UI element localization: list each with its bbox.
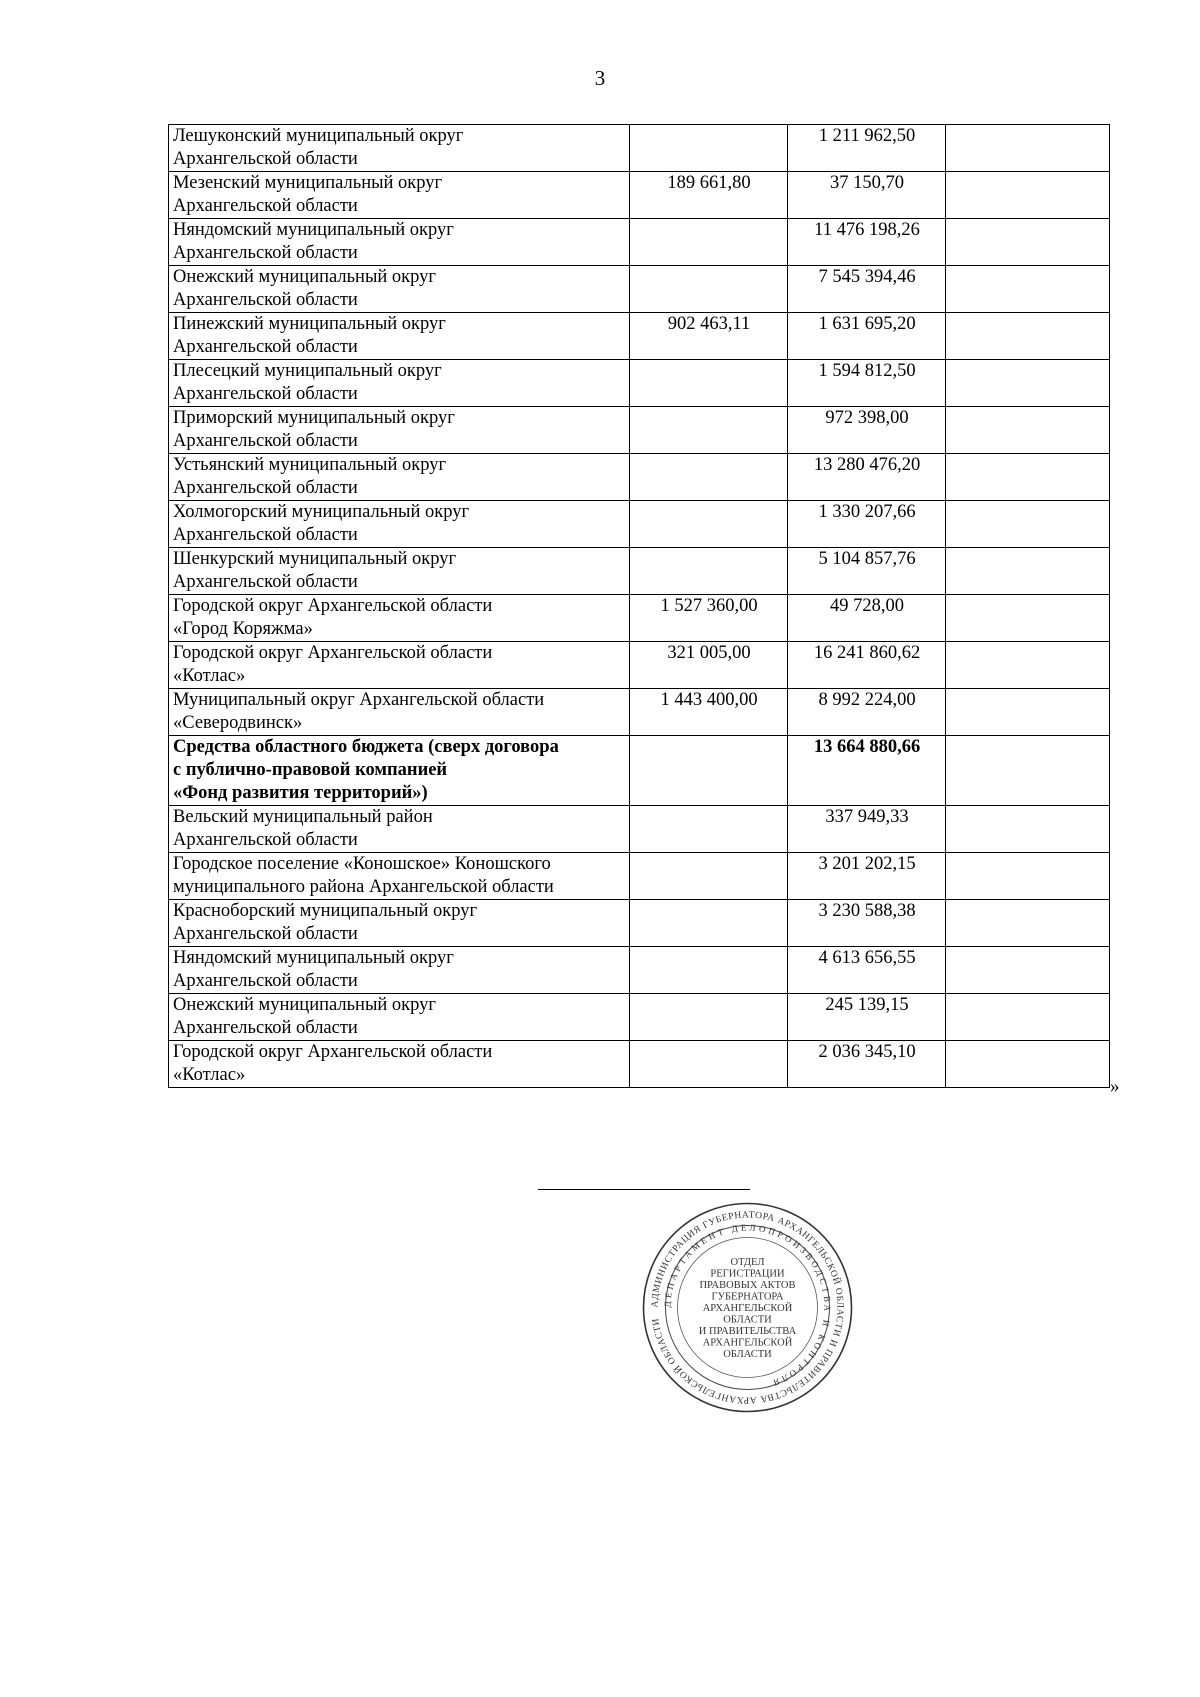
amount-col4-cell — [946, 313, 1110, 360]
municipality-name-line: Городское поселение «Коношское» Коношского — [173, 854, 551, 874]
table-row — [169, 125, 1110, 172]
amount-col3-cell: 37 150,70 — [788, 172, 946, 219]
registration-stamp — [640, 1200, 855, 1415]
amount-col2-cell — [630, 360, 788, 407]
amount-col3-cell: 13 664 880,66 — [788, 736, 946, 806]
municipality-name-line: Архангельской области — [173, 924, 358, 944]
municipality-name-line: Холмогорский муниципальный округ — [173, 502, 470, 522]
amount-col3-cell: 245 139,15 — [788, 994, 946, 1041]
stamp-center-line: АРХАНГЕЛЬСКОЙ — [702, 1337, 793, 1349]
municipality-name-cell — [169, 125, 630, 172]
municipality-name-cell — [169, 407, 630, 454]
amount-col2-cell — [630, 548, 788, 595]
amount-col2-cell — [630, 219, 788, 266]
municipality-name-line: Устьянский муниципальный округ — [173, 455, 447, 475]
amount-col2-cell — [630, 1041, 788, 1088]
amount-col4-cell — [946, 407, 1110, 454]
municipality-name-line: Вельский муниципальный район — [173, 807, 433, 827]
municipality-name-line: «Северодвинск» — [173, 713, 303, 733]
municipality-name-cell — [169, 994, 630, 1041]
page-number: 3 — [594, 66, 606, 90]
amount-col2-cell: 321 005,00 — [630, 642, 788, 689]
stamp-center-line: ОТДЕЛ — [730, 1257, 765, 1268]
amount-col3-cell: 3 201 202,15 — [788, 853, 946, 900]
municipality-name-line: Няндомский муниципальный округ — [173, 948, 454, 968]
municipality-name-line: Архангельской области — [173, 478, 358, 498]
municipality-name-cell — [169, 1041, 630, 1088]
municipality-name-line: Городской округ Архангельской области — [173, 1042, 493, 1062]
municipality-name-line: Плесецкий муниципальный округ — [173, 361, 442, 381]
amount-col4-cell — [946, 689, 1110, 736]
municipality-name-cell — [169, 172, 630, 219]
amount-col2-cell: 902 463,11 — [630, 313, 788, 360]
amount-col4-cell — [946, 947, 1110, 994]
municipality-name-line: Шенкурский муниципальный округ — [173, 549, 457, 569]
municipality-name-cell — [169, 219, 630, 266]
municipality-name-line: муниципального района Архангельской области — [173, 877, 554, 897]
municipality-name-line: «Котлас» — [173, 666, 246, 686]
amount-col4-cell — [946, 266, 1110, 313]
table-row — [169, 548, 1110, 595]
amount-col4-cell — [946, 548, 1110, 595]
stamp-center-line: ОБЛАСТИ — [723, 1349, 772, 1360]
amount-col2-cell — [630, 736, 788, 806]
stamp-center-line: ПРАВОВЫХ АКТОВ — [699, 1280, 796, 1291]
municipality-name-cell — [169, 266, 630, 313]
budget-table-body — [169, 125, 1110, 1088]
municipality-name-cell — [169, 595, 630, 642]
amount-col4-cell — [946, 454, 1110, 501]
amount-col4-cell — [946, 853, 1110, 900]
amount-col4-cell — [946, 994, 1110, 1041]
municipality-name-line: Архангельской области — [173, 337, 358, 357]
amount-col4-cell — [946, 360, 1110, 407]
amount-col4-cell — [946, 900, 1110, 947]
municipality-name-cell — [169, 548, 630, 595]
amount-col2-cell: 1 443 400,00 — [630, 689, 788, 736]
municipality-name-cell — [169, 689, 630, 736]
municipality-name-cell — [169, 501, 630, 548]
table-row — [169, 736, 1110, 806]
municipality-name-cell — [169, 313, 630, 360]
municipality-name-line: Архангельской области — [173, 196, 358, 216]
stamp-center-line: ГУБЕРНАТОРА — [711, 1291, 784, 1303]
municipality-name-cell — [169, 947, 630, 994]
budget-table — [168, 124, 1110, 1088]
municipality-name-line: Городской округ Архангельской области — [173, 596, 493, 616]
table-row — [169, 806, 1110, 853]
amount-col3-cell: 1 594 812,50 — [788, 360, 946, 407]
municipality-name-line: Няндомский муниципальный округ — [173, 220, 454, 240]
stamp-center-line: И ПРАВИТЕЛЬСТВА — [698, 1326, 797, 1337]
municipality-name-line: Пинежский муниципальный округ — [173, 314, 446, 334]
municipality-name-line: «Город Коряжма» — [173, 619, 313, 639]
stamp-center-line: ОБЛАСТИ — [723, 1314, 772, 1326]
table-row — [169, 595, 1110, 642]
table-row — [169, 454, 1110, 501]
municipality-name-line: «Фонд развития территорий») — [173, 783, 428, 803]
amount-col2-cell — [630, 454, 788, 501]
municipality-name-line: Архангельской области — [173, 149, 358, 169]
municipality-name-line: Архангельской области — [173, 830, 358, 850]
amount-col3-cell: 16 241 860,62 — [788, 642, 946, 689]
municipality-name-cell — [169, 900, 630, 947]
amount-col4-cell — [946, 595, 1110, 642]
table-row — [169, 501, 1110, 548]
table-row — [169, 360, 1110, 407]
amount-col2-cell — [630, 853, 788, 900]
municipality-name-line: Архангельской области — [173, 971, 358, 991]
table-row — [169, 994, 1110, 1041]
amount-col4-cell — [946, 172, 1110, 219]
table-row — [169, 642, 1110, 689]
table-row — [169, 900, 1110, 947]
stamp-center-line: РЕГИСТРАЦИИ — [710, 1268, 785, 1280]
amount-col3-cell: 8 992 224,00 — [788, 689, 946, 736]
municipality-name-cell — [169, 853, 630, 900]
municipality-name-line: Муниципальный округ Архангельской области — [173, 690, 545, 710]
municipality-name-cell — [169, 642, 630, 689]
closing-quote: » — [1110, 1076, 1120, 1097]
municipality-name-line: Архангельской области — [173, 572, 358, 592]
amount-col3-cell: 11 476 198,26 — [788, 219, 946, 266]
amount-col2-cell: 189 661,80 — [630, 172, 788, 219]
municipality-name-cell — [169, 806, 630, 853]
stamp-inner-ring-text: ДЕПАРТАМЕНТ ДЕЛОПРОИЗВОДСТВА И КОНТРОЛЯ — [662, 1222, 833, 1389]
table-row — [169, 947, 1110, 994]
amount-col3-cell: 13 280 476,20 — [788, 454, 946, 501]
municipality-name-line: Архангельской области — [173, 1018, 358, 1038]
amount-col3-cell: 49 728,00 — [788, 595, 946, 642]
amount-col2-cell — [630, 501, 788, 548]
amount-col2-cell — [630, 407, 788, 454]
amount-col4-cell — [946, 219, 1110, 266]
municipality-name-line: Красноборский муниципальный округ — [173, 901, 478, 921]
municipality-name-line: Онежский муниципальный округ — [173, 267, 436, 287]
municipality-name-line: Архангельской области — [173, 384, 358, 404]
table-row — [169, 689, 1110, 736]
municipality-name-line: Архангельской области — [173, 243, 358, 263]
municipality-name-cell — [169, 736, 630, 806]
amount-col4-cell — [946, 806, 1110, 853]
amount-col2-cell — [630, 806, 788, 853]
municipality-name-line: с публично-правовой компанией — [173, 760, 448, 780]
amount-col3-cell: 337 949,33 — [788, 806, 946, 853]
amount-col4-cell — [946, 125, 1110, 172]
stamp-center-line: АРХАНГЕЛЬСКОЙ — [702, 1303, 793, 1314]
amount-col4-cell — [946, 1041, 1110, 1088]
amount-col2-cell — [630, 266, 788, 313]
stamp-center-text — [699, 1257, 797, 1360]
amount-col3-cell: 1 211 962,50 — [788, 125, 946, 172]
stamp-ring-text: АДМИНИСТРАЦИЯ ГУБЕРНАТОРА АРХАНГЕЛЬСКОЙ ОБЛАСТИ И ПРАВИТЕЛЬСТВА АРХАНГЕЛЬСКОЙ ОБЛАСТИ — [650, 1210, 845, 1405]
municipality-name-line: Лешуконский муниципальный округ — [173, 126, 464, 146]
table-row — [169, 266, 1110, 313]
table-row — [169, 853, 1110, 900]
amount-col3-cell: 1 631 695,20 — [788, 313, 946, 360]
municipality-name-line: Онежский муниципальный округ — [173, 995, 436, 1015]
municipality-name-line: «Котлас» — [173, 1065, 246, 1085]
amount-col4-cell — [946, 642, 1110, 689]
amount-col3-cell: 972 398,00 — [788, 407, 946, 454]
amount-col3-cell: 1 330 207,66 — [788, 501, 946, 548]
amount-col3-cell: 5 104 857,76 — [788, 548, 946, 595]
amount-col2-cell — [630, 900, 788, 947]
municipality-name-line: Архангельской области — [173, 290, 358, 310]
amount-col4-cell — [946, 501, 1110, 548]
table-row — [169, 407, 1110, 454]
amount-col2-cell: 1 527 360,00 — [630, 595, 788, 642]
amount-col3-cell: 2 036 345,10 — [788, 1041, 946, 1088]
municipality-name-line: Мезенский муниципальный округ — [173, 173, 443, 193]
municipality-name-cell — [169, 454, 630, 501]
municipality-name-cell — [169, 360, 630, 407]
municipality-name-line: Городской округ Архангельской области — [173, 643, 493, 663]
municipality-name-line: Архангельской области — [173, 431, 358, 451]
amount-col3-cell: 7 545 394,46 — [788, 266, 946, 313]
municipality-name-line: Средства областного бюджета (сверх договора — [173, 737, 559, 757]
municipality-name-line: Архангельской области — [173, 525, 358, 545]
table-row — [169, 1041, 1110, 1088]
amount-col3-cell: 3 230 588,38 — [788, 900, 946, 947]
amount-col4-cell — [946, 736, 1110, 806]
amount-col3-cell: 4 613 656,55 — [788, 947, 946, 994]
table-row — [169, 219, 1110, 266]
signature-line — [538, 1189, 750, 1190]
table-row — [169, 313, 1110, 360]
municipality-name-line: Приморский муниципальный округ — [173, 408, 455, 428]
amount-col2-cell — [630, 125, 788, 172]
amount-col2-cell — [630, 947, 788, 994]
amount-col2-cell — [630, 994, 788, 1041]
table-row — [169, 172, 1110, 219]
